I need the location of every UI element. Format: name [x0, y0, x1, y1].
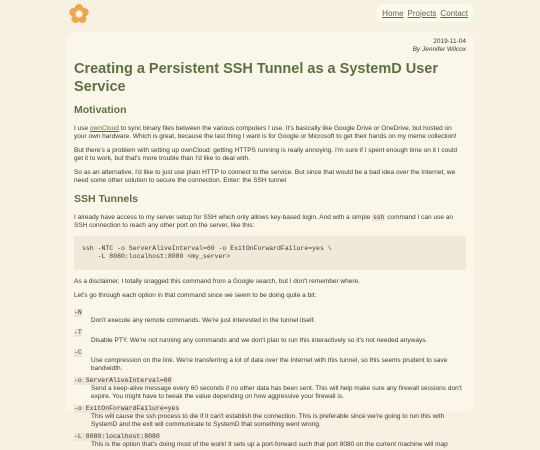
option-description: Send a keep-alive message every 60 seconds if no other data has been sent. This will help make sure any firewall sessions don't expire. You might have to tweak the value depending on how aggressive your firewall is. — [91, 385, 462, 400]
page-title: Creating a Persistent SSH Tunnel as a SystemD User Service — [74, 61, 438, 95]
motivation-heading: Motivation — [74, 104, 127, 116]
option-flag: -o ExitOnForwardFailure=yes — [74, 405, 180, 412]
ssh-inline-code: ssh — [373, 214, 385, 221]
top-bar — [0, 0, 540, 30]
flower-logo-icon[interactable] — [68, 3, 90, 25]
article — [74, 38, 466, 450]
option-flag: -L 8080:localhost:8080 — [74, 433, 160, 440]
motivation-p1-text-start: I use — [74, 125, 90, 132]
motivation-p1-text-end: to sync binary files between the various computers I use. It's basically like Google Drive or OneDrive, but hosted on your own hardware. Which is great, because the last thing I want is for Google or Microsoft to get their hands on my meme collection! — [74, 125, 457, 140]
ssh-command-code-block: ssh -NTC -o ServerAliveInterval=60 -o ExitOnForwardFailure=yes \ -L 8080:localhost:8080 <my_server> — [74, 236, 466, 270]
tunnels-paragraph-3: Let's go through each option in that command since we seem to be doing quite a bit: — [74, 292, 317, 299]
ssh-tunnels-heading: SSH Tunnels — [74, 193, 138, 205]
option-description: Disable PTY. We're not running any commands and we don't plan to run this interactively so it's not needed anyways. — [91, 337, 428, 344]
motivation-paragraph-1 — [74, 125, 466, 141]
option-flag: -N — [74, 309, 82, 316]
option-description: This is the option that's doing most of the work! It sets up a port-forward such that port 8080 on the current machine will map — [91, 441, 448, 448]
main-nav — [376, 4, 474, 22]
option-description: This will cause the ssh process to die if it can't establish the connection. This is preferable since we're going to run this with SystemD and the exit will communicate to SystemD that something went wrong. — [91, 413, 445, 428]
option-description: Use compression on the link. We're transferring a lot of data over the Internet with this tunnel, so this seems prudent to save bandwidth. — [91, 357, 448, 372]
option-flag: -T — [74, 329, 82, 336]
option-flag: -C — [74, 349, 82, 356]
tunnels-p1-text-end: command I can use an SSH connection to reach any other port on the server, like this: — [74, 214, 453, 229]
post-meta — [74, 38, 466, 54]
tunnels-p1-text-start: I already have access to my server setup for SSH which only allows key-based login. And with a simple — [74, 214, 373, 221]
owncloud-link[interactable]: ownCloud — [89, 125, 119, 132]
nav-projects-link[interactable]: Projects — [407, 8, 437, 18]
post-author: By Jennifer Wilcox — [412, 46, 466, 53]
tunnels-paragraph-2: As a disclaimer, I totally snagged this command from a Google search, but I don't remember where. — [74, 278, 360, 285]
ssh-options-list — [74, 306, 466, 449]
motivation-paragraph-3: So as an alternative, I'd like to just use plain HTTP to connect to the service. But since that would be a bad idea over the Internet, we need some other solution to secure the connection. Enter: the SSH tunnel — [74, 169, 456, 184]
motivation-paragraph-2: But there's a problem with setting up ownCloud: getting HTTPS running is really annoying. I'm sure if I spent enough time on it I could get it to work, but that's more trouble than I'd like to deal with. — [74, 147, 457, 162]
nav-contact-link[interactable]: Contact — [440, 8, 468, 18]
option-flag: -o ServerAliveInterval=60 — [74, 377, 172, 384]
tunnels-paragraph-1 — [74, 214, 466, 230]
nav-home-link[interactable]: Home — [382, 8, 404, 18]
option-description: Don't execute any remote commands. We're just interested in the tunnel itself. — [91, 317, 316, 324]
post-date: 2019-11-04 — [433, 38, 466, 45]
